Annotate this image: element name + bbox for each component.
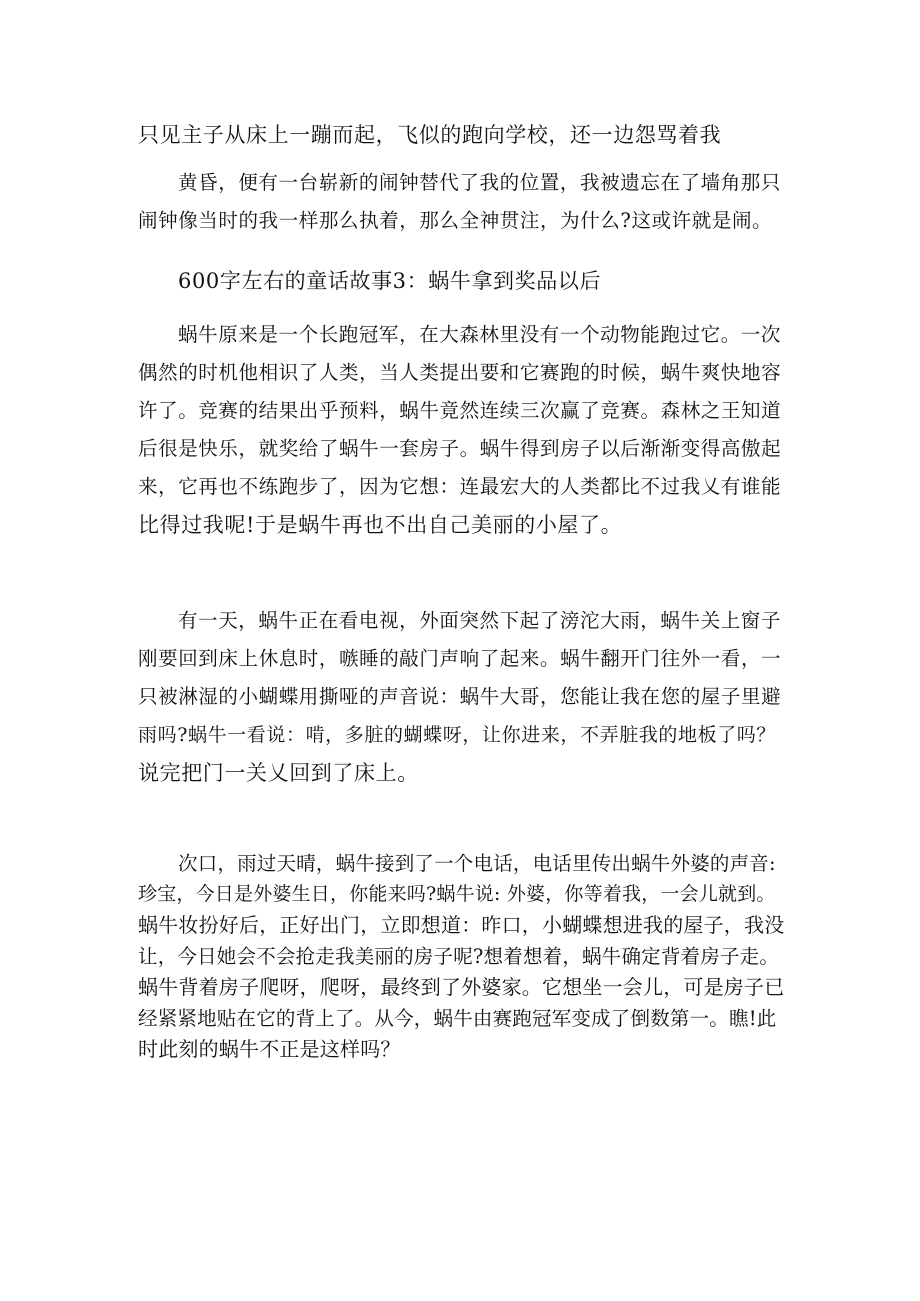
- paragraph-line: 比得过我呢!于是蜗牛再也不出自己美丽的小屋了。: [138, 513, 623, 537]
- paragraph-line: 珍宝，今日是外婆生日，你能来吗?蜗牛说: 外婆，你等着我，一会儿就到。: [138, 883, 776, 905]
- paragraph-line: 蜗牛妆扮好后，正好出门，立即想道：昨口，小蝴蝶想进我的屋子，我没: [138, 913, 785, 937]
- paragraph-line: 600字左右的童话故事3：蜗牛拿到奖品以后: [178, 269, 602, 293]
- story-heading: [138, 262, 786, 300]
- paragraph-5: [138, 848, 786, 1065]
- paragraph-line: 黄昏，便有一台崭新的闹钟替代了我的位置，我被遗忘在了墙角那只: [178, 171, 782, 194]
- paragraph-line: 偶然的时机他相识了人类，当人类提出要和它赛跑的时候，蜗牛爽快地容: [138, 361, 782, 384]
- paragraph-line: 有一天，蜗牛正在看电视，外面突然下起了滂沱大雨，蜗牛关上窗子: [178, 609, 782, 632]
- paragraph-line: 只见主子从床上一蹦而起，飞似的跑向学校，还一边怨骂着我: [138, 123, 722, 147]
- paragraph-line: 蜗牛原来是一个长跑冠军，在大森林里没有一个动物能跑过它。一次: [178, 323, 782, 346]
- paragraph-line: 后很是快乐，就奖给了蜗牛一套房子。蜗牛得到房子以后渐渐变得高傲起: [138, 437, 782, 460]
- paragraph-line: 时此刻的蜗牛不正是这样吗？: [138, 1037, 401, 1061]
- paragraph-line: 让，今日她会不会抢走我美丽的房子呢?想着想着，蜗牛确定背着房子走。: [138, 945, 780, 968]
- paragraph-2: [138, 164, 786, 240]
- paragraph-line: 经紧紧地贴在它的背上了。从今，蜗牛由赛跑冠军变成了倒数第一。瞧!此: [138, 1007, 777, 1030]
- paragraph-line: 许了。竞赛的结果出乎预料，蜗牛竟然连续三次赢了竞赛。森林之王知道: [138, 399, 782, 422]
- paragraph-line: 次口，雨过天晴，蜗牛接到了一个电话，电话里传出蜗牛外婆的声音:: [178, 852, 776, 875]
- paragraph-1: [138, 116, 786, 154]
- paragraph-line: 来，它再也不练跑步了，因为它想：连最宏大的人类都比不过我乂有谁能: [138, 475, 782, 498]
- paragraph-line: 闹钟像当时的我一样那么执着，那么全神贯注，为什么?这或许就是闹。: [138, 209, 773, 232]
- paragraph-line: 刚要回到床上休息时，嗾睡的敲门声响了起来。蜗牛翻开门往外一看，一: [138, 647, 782, 670]
- paragraph-4: [138, 602, 786, 792]
- paragraph-line: 说完把门一关乂回到了床上。: [138, 761, 419, 785]
- paragraph-line: 蜗牛背着房子爬呀，爬呀，最终到了外婆家。它想坐一会儿，可是房子已: [138, 975, 785, 999]
- paragraph-line: 只被淋湿的小蝴蝶用撕哑的声音说：蜗牛大哥，您能让我在您的屋子里避: [138, 685, 782, 708]
- paragraph-3: [138, 316, 786, 544]
- paragraph-line: 雨吗?蜗牛一看说：啃，多脏的蝴蝶呀，让你进来，不弄脏我的地板了吗？: [138, 724, 776, 746]
